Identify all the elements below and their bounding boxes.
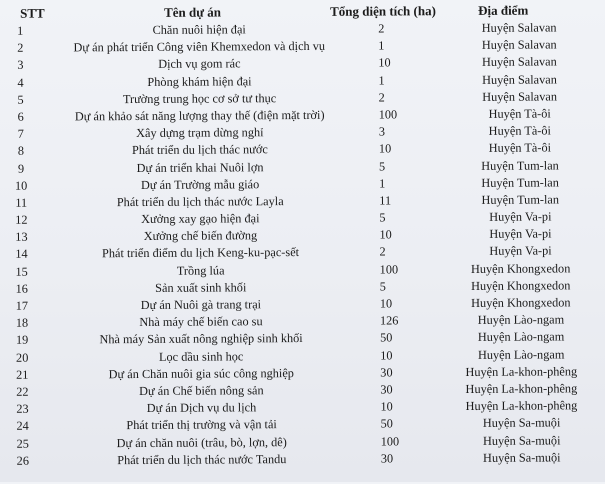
- header-stt: STT: [20, 5, 45, 21]
- row-project-name: Xưởng xay gạo hiện đại: [141, 211, 260, 227]
- table-row: [3, 449, 605, 470]
- row-location: Huyện Va-pi: [489, 226, 552, 242]
- row-location: Huyện Tà-ôi: [488, 123, 551, 138]
- header-project-name: Tên dự án: [164, 4, 222, 20]
- row-area: 1: [378, 73, 385, 88]
- row-area: 5: [379, 279, 386, 294]
- row-location: Huyện Tum-lan: [481, 192, 560, 207]
- row-stt: 15: [15, 264, 28, 279]
- row-stt: 6: [17, 109, 24, 124]
- row-location: Huyện La-khon-phêng: [465, 381, 578, 396]
- row-stt: 9: [17, 161, 25, 176]
- row-area: 50: [380, 330, 393, 345]
- row-area: 11: [379, 193, 392, 208]
- row-project-name: Dự án Chế biến nông sản: [139, 383, 264, 398]
- row-project-name: Phát triển điểm du lịch Keng-ku-pạc-sết: [101, 245, 300, 261]
- row-area: 100: [378, 107, 398, 122]
- row-stt: 24: [16, 418, 29, 434]
- row-area: 50: [380, 416, 393, 431]
- row-area: 10: [379, 296, 393, 311]
- row-project-name: Phát triển thị trường và vận tải: [126, 417, 277, 433]
- row-stt: 22: [16, 384, 29, 399]
- row-stt: 4: [17, 75, 24, 90]
- row-location: Huyện Salavan: [482, 89, 558, 104]
- row-stt: 7: [17, 126, 24, 141]
- row-area: 100: [380, 433, 400, 449]
- row-location: Huyện Salavan: [482, 72, 557, 87]
- row-area: 1: [379, 176, 386, 191]
- row-project-name: Sản xuất sinh khối: [155, 280, 247, 295]
- row-stt: 1: [17, 23, 24, 38]
- row-area: 30: [380, 365, 393, 380]
- row-project-name: Phát triển du lịch thác nước Layla: [116, 193, 284, 210]
- row-area: 30: [380, 451, 394, 466]
- row-location: Huyện Lào-ngam: [477, 312, 565, 328]
- row-project-name: Trường trung học cơ sở tư thục: [122, 90, 277, 106]
- row-area: 126: [379, 313, 399, 328]
- row-stt: 10: [14, 178, 28, 193]
- row-location: Huyện Salavan: [481, 54, 557, 70]
- row-location: Huyện Tà-ôi: [488, 140, 552, 156]
- row-project-name: Xưởng chế biến đường: [143, 228, 258, 244]
- row-stt: 12: [15, 212, 28, 227]
- row-area: 5: [378, 158, 386, 174]
- row-stt: 11: [15, 195, 28, 210]
- row-project-name: Dự án khảo sát năng lượng thay thế (điện mặt trời): [74, 107, 325, 124]
- row-project-name: Dự án triển khai Nuôi lợn: [136, 159, 264, 175]
- row-project-name: Dự án Chăn nuôi gia súc công nghiệp: [108, 365, 294, 381]
- row-stt: 21: [16, 367, 29, 382]
- row-project-name: Xây dựng trạm dừng nghỉ: [136, 125, 264, 141]
- row-stt: 2: [17, 40, 24, 55]
- row-location: Huyện Tà-ôi: [488, 106, 551, 121]
- row-stt: 13: [15, 229, 28, 245]
- row-location: Huyện Lào-ngam: [477, 329, 565, 345]
- row-area: 10: [379, 227, 392, 242]
- header-total-area: Tổng diện tích (ha): [330, 3, 436, 19]
- row-project-name: Dự án phát triển Công viên Khemxedon và dịch vụ: [73, 39, 326, 55]
- row-location: Huyện Khongxedon: [471, 278, 571, 293]
- row-location: Huyện Tum-lan: [481, 157, 559, 173]
- header-location: Địa điểm: [478, 2, 529, 18]
- row-area: 1: [378, 38, 385, 53]
- row-project-name: Nhà máy Sản xuất nông nghiệp sinh khối: [99, 331, 303, 347]
- row-stt: 25: [16, 436, 29, 451]
- row-location: Huyện Va-pi: [489, 209, 552, 224]
- table-body: [0, 19, 605, 470]
- row-stt: 19: [15, 333, 29, 348]
- row-location: Huyện Sa-muội: [482, 450, 561, 465]
- row-project-name: Dự án Trường mẫu giáo: [140, 176, 260, 192]
- row-project-name: Chăn nuôi hiện đại: [152, 22, 246, 37]
- row-location: Huyện Khongxedon: [470, 260, 571, 276]
- row-project-name: Dịch vụ gom rác: [158, 56, 241, 72]
- row-location: Huyện Salavan: [481, 20, 557, 35]
- row-stt: 18: [15, 315, 29, 330]
- row-area: 10: [380, 399, 393, 414]
- row-stt: 16: [15, 281, 28, 296]
- row-project-name: Dự án Dịch vụ du lịch: [146, 400, 257, 416]
- row-stt: 8: [17, 144, 25, 159]
- row-stt: 3: [17, 58, 24, 73]
- row-area: 2: [379, 244, 386, 259]
- row-location: Huyện Va-pi: [489, 243, 552, 259]
- row-area: 2: [378, 21, 385, 36]
- row-area: 10: [380, 348, 393, 363]
- row-location: Huyện Khongxedon: [471, 295, 571, 310]
- row-location: Huyện Salavan: [481, 37, 557, 53]
- row-area: 10: [378, 141, 392, 156]
- row-stt: 23: [16, 401, 29, 416]
- row-area: 2: [378, 90, 385, 105]
- row-project-name: Lọc dầu sinh học: [158, 348, 244, 364]
- row-location: Huyện Lào-ngam: [477, 346, 565, 362]
- row-project-name: Dự án chăn nuôi (trâu, bò, lợn, dê): [116, 434, 287, 450]
- row-area: 30: [380, 382, 393, 397]
- row-project-name: Dự án Nuôi gà trang trại: [140, 297, 262, 312]
- row-area: 3: [378, 124, 386, 139]
- row-stt: 26: [16, 453, 29, 468]
- row-location: Huyện La-khon-phêng: [465, 364, 578, 379]
- row-location: Huyện Sa-muội: [482, 432, 561, 448]
- row-project-name: Phòng khám hiện đại: [147, 73, 252, 89]
- row-stt: 14: [15, 247, 28, 262]
- row-location: Huyện La-khon-phêng: [465, 398, 578, 414]
- row-stt: 5: [17, 92, 24, 107]
- row-project-name: Phát triển du lịch thác nước: [131, 142, 268, 158]
- row-location: Huyện Tum-lan: [481, 175, 559, 190]
- row-area: 5: [379, 210, 386, 225]
- row-project-name: Trồng lúa: [176, 263, 225, 278]
- row-location: Huyện Sa-muội: [482, 415, 561, 431]
- row-stt: 17: [15, 298, 29, 313]
- row-project-name: Phát triển du lịch thác nước Tandu: [117, 451, 287, 467]
- row-area: 100: [379, 262, 399, 277]
- row-stt: 20: [15, 350, 29, 365]
- row-area: 10: [378, 55, 391, 70]
- row-project-name: Nhà máy chế biến cao su: [139, 314, 263, 330]
